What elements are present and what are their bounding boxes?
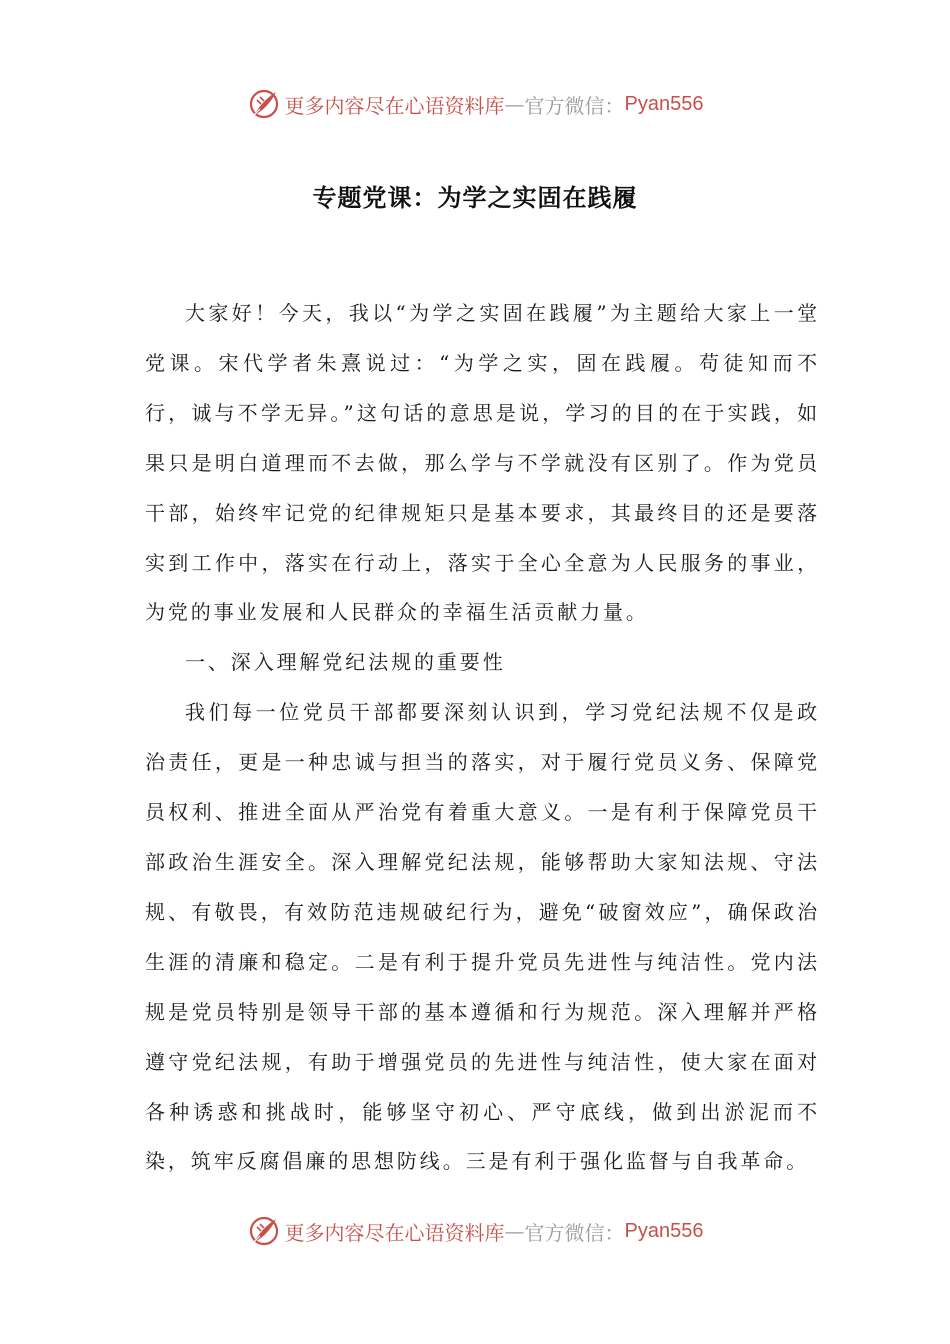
watermark-dash: —	[504, 1219, 525, 1243]
header-watermark	[0, 84, 950, 124]
document-body	[145, 289, 820, 1187]
watermark-wechat-id: Pyan556	[624, 92, 704, 115]
watermark-dash: —	[504, 92, 525, 116]
watermark-main-text: 更多内容尽在心语资料库	[284, 93, 505, 118]
feather-pen-logo-icon	[247, 87, 281, 121]
watermark-sub-text: 官方微信：	[524, 93, 625, 118]
section-heading-1: 一、深入理解党纪法规的重要性	[185, 650, 506, 675]
paragraph-section-1: 我们每一位党员干部都要深刻认识到，学习党纪法规不仅是政治责任，更是一种忠诚与担当的落实，对于履行党员义务、保障党员权利、推进全面从严治党有着重大意义。一是有利于保障党员干部政治生涯安全。深入理解党纪法规，能够帮助大家知法规、守法规、有敬畏，有效防范违规破纪行为，避免“破窗效应”，确保政治生涯的清廉和稳定。二是有利于提升党员先进性与纯洁性。党内法规是党员特别是领导干部的基本遵循和行为规范。深入理解并严格遵守党纪法规，有助于增强党员的先进性与纯洁性，使大家在面对各种诱惑和挑战时，能够坚守初心、严守底线，做到出淤泥而不染，筑牢反腐倡廉的思想防线。三是有利于强化监督与自我革命。	[145, 700, 820, 1174]
document-title: 专题党课：为学之实固在践履	[312, 183, 638, 212]
watermark-main-text: 更多内容尽在心语资料库	[284, 1220, 505, 1245]
feather-pen-logo-icon	[247, 1214, 281, 1248]
footer-watermark	[0, 1211, 950, 1251]
watermark-wechat-id: Pyan556	[624, 1219, 704, 1242]
paragraph-intro: 大家好！今天，我以“为学之实固在践履”为主题给大家上一堂党课。宋代学者朱熹说过：“为学之实，固在践履。苟徒知而不行，诚与不学无异。”这句话的意思是说，学习的目的在于实践，如果只是明白道理而不去做，那么学与不学就没有区别了。作为党员干部，始终牢记党的纪律规矩只是基本要求，其最终目的还是要落实到工作中，落实在行动上，落实于全心全意为人民服务的事业，为党的事业发展和人民群众的幸福生活贡献力量。	[145, 301, 820, 625]
watermark-sub-text: 官方微信：	[524, 1220, 625, 1245]
